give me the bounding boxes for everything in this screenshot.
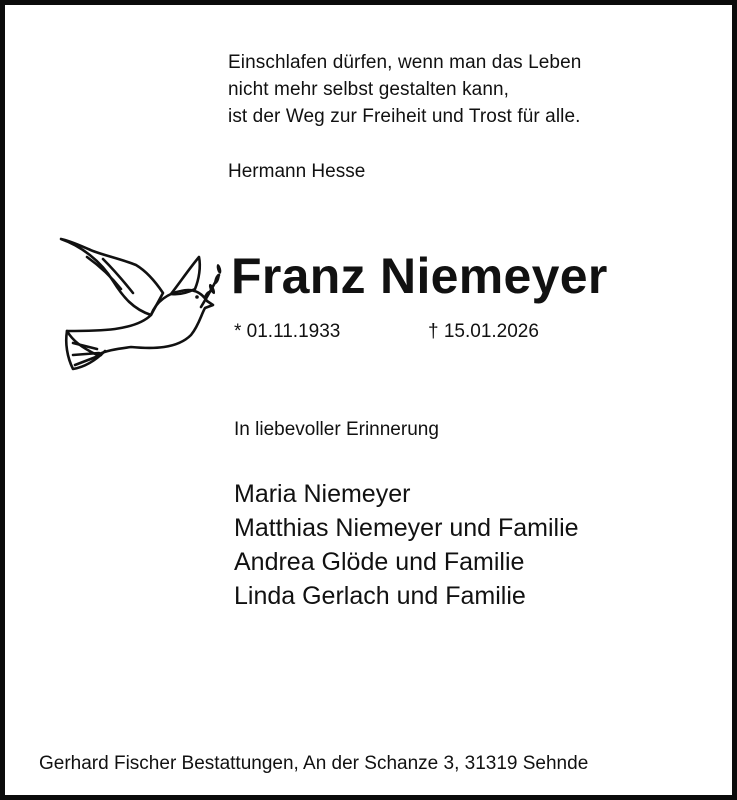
- memory-line: In liebevoller Erinnerung: [234, 419, 439, 440]
- mourner-entry: Matthias Niemeyer und Familie: [234, 514, 579, 542]
- mourner-entry: Linda Gerlach und Familie: [234, 582, 526, 610]
- dove-with-olive-branch-icon: [51, 231, 226, 381]
- mourner-entry: Maria Niemeyer: [234, 480, 411, 508]
- quote-line: nicht mehr selbst gestalten kann,: [228, 79, 510, 100]
- funeral-home-footer: Gerhard Fischer Bestattungen, An der Schanze 3, 31319 Sehnde: [39, 753, 589, 774]
- quote-line: Einschlafen dürfen, wenn man das Leben: [228, 52, 582, 73]
- deceased-name: Franz Niemeyer: [231, 248, 608, 304]
- quote-block: [228, 49, 688, 130]
- mourner-entry: Andrea Glöde und Familie: [234, 548, 525, 576]
- quote-line: ist der Weg zur Freiheit und Trost für alle.: [228, 106, 581, 127]
- quote-author: Hermann Hesse: [228, 161, 366, 182]
- birth-date: * 01.11.1933: [234, 321, 341, 342]
- mourners-list: [234, 477, 579, 613]
- death-date: † 15.01.2026: [428, 321, 539, 342]
